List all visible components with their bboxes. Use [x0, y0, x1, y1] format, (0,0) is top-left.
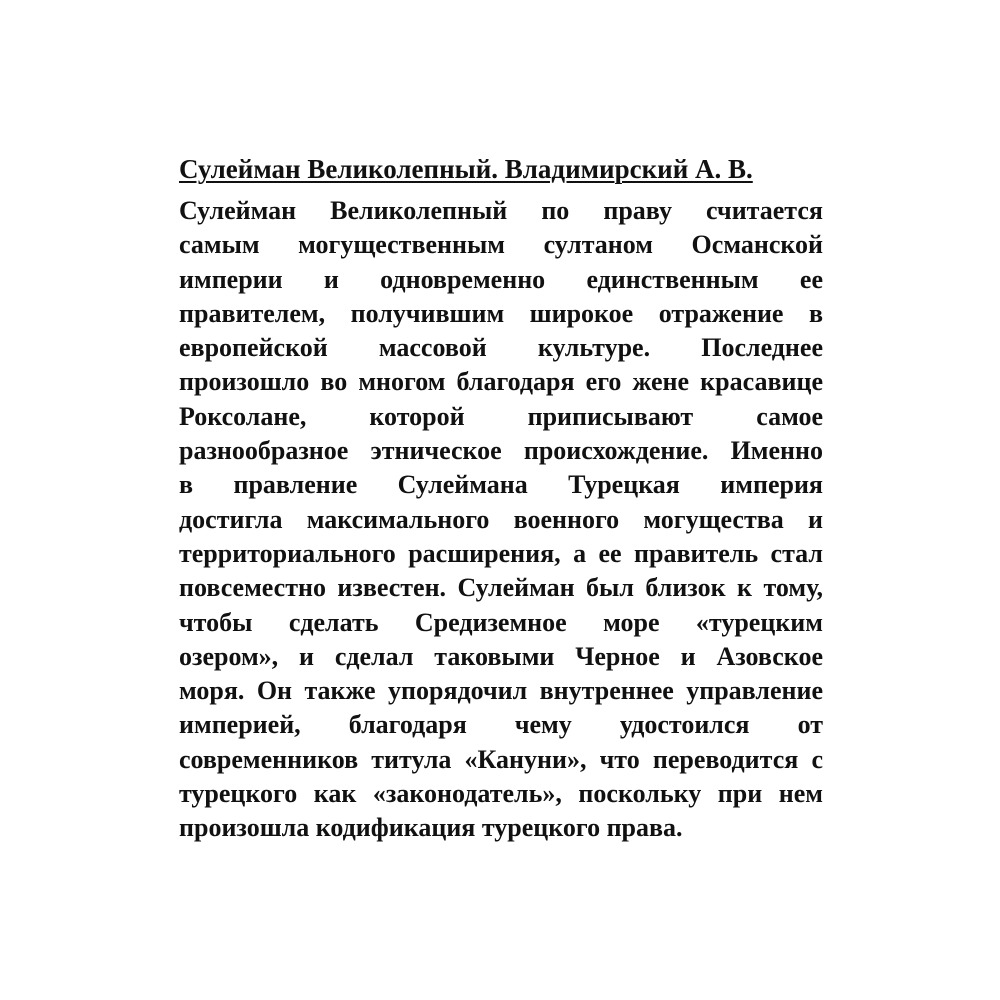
- text-line: разнообразное этническое происхождение. Именно: [179, 436, 823, 466]
- text-line: произошло во многом благодаря его жене красавице: [179, 367, 823, 397]
- book-title: Сулейман Великолепный. Владимирский А. В.: [179, 154, 753, 184]
- text-line: моря. Он также упорядочил внутреннее управление: [179, 676, 823, 706]
- description-text: [179, 194, 823, 846]
- text-line: империи и одновременно единственным ее: [179, 264, 823, 294]
- text-line: в правление Сулеймана Турецкая империя: [179, 470, 823, 500]
- text-line: произошла кодификация турецкого права.: [179, 813, 683, 843]
- text-line: озером», и сделал таковыми Черное и Азовское: [179, 641, 823, 671]
- text-line: достигла максимального военного могущества и: [179, 504, 823, 534]
- text-line: европейской массовой культуре. Последнее: [179, 333, 823, 363]
- text-line: самым могущественным султаном Османской: [179, 230, 823, 260]
- text-line: империей, благодаря чему удостоился от: [179, 710, 823, 740]
- text-line: повсеместно известен. Сулейман был близок к тому,: [179, 573, 823, 603]
- text-line: правителем, получившим широкое отражение в: [179, 298, 823, 328]
- text-line: Роксолане, которой приписывают самое: [179, 401, 823, 431]
- text-line: турецкого как «законодатель», поскольку при нем: [179, 779, 823, 809]
- text-line: территориального расширения, а ее правитель стал: [179, 538, 823, 568]
- book-description: [179, 150, 823, 846]
- text-line: Сулейман Великолепный по праву считается: [179, 196, 823, 225]
- text-line: чтобы сделать Средиземное море «турецким: [179, 607, 823, 637]
- text-line: современников титула «Кануни», что переводится с: [179, 744, 823, 774]
